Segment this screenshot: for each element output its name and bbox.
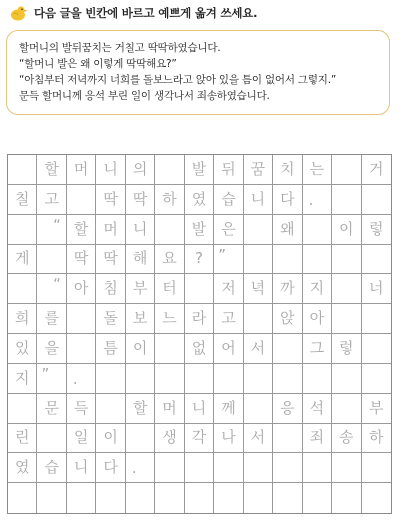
empty-writing-cell[interactable]: [67, 483, 96, 513]
trace-char-cell[interactable]: 머: [155, 394, 184, 424]
trace-char-cell[interactable]: 아: [303, 304, 332, 334]
trace-char-cell[interactable]: 할: [37, 155, 66, 185]
trace-char-cell[interactable]: 이: [96, 424, 125, 454]
trace-char-cell[interactable]: 틈: [96, 334, 125, 364]
trace-char-cell[interactable]: 그: [303, 334, 332, 364]
trace-char-cell[interactable]: 렇: [332, 334, 361, 364]
empty-writing-cell[interactable]: [126, 424, 155, 454]
trace-char-cell[interactable]: 너: [362, 274, 391, 304]
trace-char-cell[interactable]: .: [303, 185, 332, 215]
empty-writing-cell[interactable]: [96, 483, 125, 513]
trace-char-cell[interactable]: 지: [8, 364, 37, 394]
passage-line: 문득 할머니께 응석 부린 일이 생각나서 죄송하였습니다.: [19, 90, 270, 102]
trace-char-cell[interactable]: 까: [273, 274, 302, 304]
trace-char-cell[interactable]: 저: [214, 274, 243, 304]
trace-char-cell[interactable]: 발: [185, 215, 214, 245]
empty-writing-cell[interactable]: [37, 483, 66, 513]
empty-writing-cell[interactable]: [273, 364, 302, 394]
instruction-header: [8, 4, 257, 22]
empty-writing-cell[interactable]: [273, 424, 302, 454]
empty-writing-cell[interactable]: [362, 185, 391, 215]
empty-writing-cell[interactable]: [37, 245, 66, 275]
trace-char-cell[interactable]: ?: [185, 245, 214, 275]
empty-writing-cell[interactable]: [37, 424, 66, 454]
trace-char-cell[interactable]: 고: [37, 185, 66, 215]
passage-box: [6, 30, 390, 115]
trace-char-cell[interactable]: 해: [126, 245, 155, 275]
empty-writing-cell[interactable]: [155, 453, 184, 483]
trace-char-cell[interactable]: 녁: [244, 274, 273, 304]
trace-char-cell[interactable]: ”: [214, 245, 243, 275]
empty-writing-cell[interactable]: [362, 245, 391, 275]
trace-char-cell[interactable]: 였: [185, 185, 214, 215]
empty-writing-cell[interactable]: [362, 304, 391, 334]
trace-char-cell[interactable]: 돌: [96, 304, 125, 334]
empty-writing-cell[interactable]: [96, 394, 125, 424]
empty-writing-cell[interactable]: [8, 274, 37, 304]
empty-writing-cell[interactable]: [362, 453, 391, 483]
empty-writing-cell[interactable]: [303, 215, 332, 245]
empty-writing-cell[interactable]: [362, 364, 391, 394]
empty-writing-cell[interactable]: [273, 245, 302, 275]
empty-writing-cell[interactable]: [303, 245, 332, 275]
empty-writing-cell[interactable]: [332, 483, 361, 513]
empty-writing-cell[interactable]: [8, 394, 37, 424]
empty-writing-cell[interactable]: [67, 334, 96, 364]
passage-line: “아침부터 저녁까지 너희를 돌보느라고 앉아 있을 틈이 없어서 그렇지.”: [19, 74, 337, 86]
trace-char-cell[interactable]: 부: [126, 274, 155, 304]
trace-char-cell[interactable]: 보: [126, 304, 155, 334]
trace-char-cell[interactable]: 께: [214, 394, 243, 424]
trace-char-cell[interactable]: 니: [126, 215, 155, 245]
chick-icon: [8, 5, 28, 21]
empty-writing-cell[interactable]: [332, 304, 361, 334]
empty-writing-cell[interactable]: [244, 364, 273, 394]
trace-char-cell[interactable]: 딱: [96, 185, 125, 215]
trace-char-cell[interactable]: 어: [214, 334, 243, 364]
trace-char-cell[interactable]: 니: [96, 155, 125, 185]
trace-char-cell[interactable]: 왜: [273, 215, 302, 245]
empty-writing-cell[interactable]: [244, 483, 273, 513]
trace-char-cell[interactable]: 렇: [362, 215, 391, 245]
trace-char-cell[interactable]: ”: [37, 364, 66, 394]
trace-char-cell[interactable]: 는: [303, 155, 332, 185]
trace-char-cell[interactable]: 라: [185, 304, 214, 334]
empty-writing-cell[interactable]: [155, 364, 184, 394]
trace-char-cell[interactable]: 치: [273, 155, 302, 185]
empty-writing-cell[interactable]: [244, 394, 273, 424]
empty-writing-cell[interactable]: [185, 274, 214, 304]
empty-writing-cell[interactable]: [273, 453, 302, 483]
trace-char-cell[interactable]: 를: [37, 304, 66, 334]
empty-writing-cell[interactable]: [214, 453, 243, 483]
trace-char-cell[interactable]: 이: [126, 334, 155, 364]
trace-char-cell[interactable]: 있: [8, 334, 37, 364]
trace-char-cell[interactable]: 다: [273, 185, 302, 215]
trace-char-cell[interactable]: 꿈: [244, 155, 273, 185]
trace-char-cell[interactable]: 딱: [126, 185, 155, 215]
trace-char-cell[interactable]: 죄: [303, 424, 332, 454]
trace-char-cell[interactable]: 서: [244, 334, 273, 364]
trace-char-cell[interactable]: “: [37, 215, 66, 245]
trace-char-cell[interactable]: 머: [67, 155, 96, 185]
trace-char-cell[interactable]: 득: [67, 394, 96, 424]
trace-char-cell[interactable]: 을: [37, 334, 66, 364]
empty-writing-cell[interactable]: [96, 364, 125, 394]
empty-writing-cell[interactable]: [332, 453, 361, 483]
empty-writing-cell[interactable]: [303, 453, 332, 483]
trace-char-cell[interactable]: .: [67, 364, 96, 394]
writing-grid: [7, 154, 392, 514]
trace-char-cell[interactable]: 송: [332, 424, 361, 454]
empty-writing-cell[interactable]: [126, 483, 155, 513]
empty-writing-cell[interactable]: [244, 453, 273, 483]
empty-writing-cell[interactable]: [155, 483, 184, 513]
empty-writing-cell[interactable]: [8, 215, 37, 245]
empty-writing-cell[interactable]: [303, 483, 332, 513]
empty-writing-cell[interactable]: [67, 185, 96, 215]
trace-char-cell[interactable]: 서: [244, 424, 273, 454]
trace-char-cell[interactable]: 린: [8, 424, 37, 454]
trace-char-cell[interactable]: 아: [67, 274, 96, 304]
trace-char-cell[interactable]: 니: [67, 453, 96, 483]
empty-writing-cell[interactable]: [185, 453, 214, 483]
trace-char-cell[interactable]: 발: [185, 155, 214, 185]
trace-char-cell[interactable]: 의: [126, 155, 155, 185]
trace-char-cell[interactable]: 딱: [96, 245, 125, 275]
empty-writing-cell[interactable]: [155, 155, 184, 185]
trace-char-cell[interactable]: 없: [185, 334, 214, 364]
trace-char-cell[interactable]: 일: [67, 424, 96, 454]
empty-writing-cell[interactable]: [185, 364, 214, 394]
trace-char-cell[interactable]: 하: [362, 424, 391, 454]
empty-writing-cell[interactable]: [244, 215, 273, 245]
empty-writing-cell[interactable]: [214, 483, 243, 513]
trace-char-cell[interactable]: .: [126, 453, 155, 483]
empty-writing-cell[interactable]: [67, 304, 96, 334]
trace-char-cell[interactable]: 였: [8, 453, 37, 483]
trace-char-cell[interactable]: 앉: [273, 304, 302, 334]
trace-char-cell[interactable]: 할: [67, 215, 96, 245]
trace-char-cell[interactable]: 습: [37, 453, 66, 483]
passage-line: 할머니의 발뒤꿈치는 거칠고 딱딱하였습니다.: [19, 42, 221, 54]
trace-char-cell[interactable]: 다: [96, 453, 125, 483]
trace-char-cell[interactable]: 할: [126, 394, 155, 424]
passage-line: “할머니 발은 왜 이렇게 딱딱해요?”: [19, 58, 177, 70]
empty-writing-cell[interactable]: [332, 155, 361, 185]
empty-writing-cell[interactable]: [8, 155, 37, 185]
empty-writing-cell[interactable]: [332, 274, 361, 304]
empty-writing-cell[interactable]: [332, 245, 361, 275]
trace-char-cell[interactable]: 희: [8, 304, 37, 334]
empty-writing-cell[interactable]: [185, 483, 214, 513]
trace-char-cell[interactable]: 은: [214, 215, 243, 245]
trace-char-cell[interactable]: 거: [362, 155, 391, 185]
empty-writing-cell[interactable]: [303, 364, 332, 394]
empty-writing-cell[interactable]: [8, 483, 37, 513]
trace-char-cell[interactable]: 생: [155, 424, 184, 454]
empty-writing-cell[interactable]: [362, 334, 391, 364]
empty-writing-cell[interactable]: [332, 364, 361, 394]
trace-char-cell[interactable]: 칠: [8, 185, 37, 215]
trace-char-cell[interactable]: 부: [362, 394, 391, 424]
empty-writing-cell[interactable]: [155, 334, 184, 364]
trace-char-cell[interactable]: 딱: [67, 245, 96, 275]
empty-writing-cell[interactable]: [362, 483, 391, 513]
empty-writing-cell[interactable]: [126, 364, 155, 394]
empty-writing-cell[interactable]: [214, 364, 243, 394]
trace-char-cell[interactable]: 침: [96, 274, 125, 304]
empty-writing-cell[interactable]: [332, 185, 361, 215]
trace-char-cell[interactable]: 습: [214, 185, 243, 215]
empty-writing-cell[interactable]: [244, 304, 273, 334]
trace-char-cell[interactable]: 뒤: [214, 155, 243, 185]
empty-writing-cell[interactable]: [332, 394, 361, 424]
trace-char-cell[interactable]: 게: [8, 245, 37, 275]
trace-char-cell[interactable]: 고: [214, 304, 243, 334]
trace-char-cell[interactable]: 머: [96, 215, 125, 245]
trace-char-cell[interactable]: “: [37, 274, 66, 304]
trace-char-cell[interactable]: 문: [37, 394, 66, 424]
trace-char-cell[interactable]: 요: [155, 245, 184, 275]
empty-writing-cell[interactable]: [155, 215, 184, 245]
trace-char-cell[interactable]: 석: [303, 394, 332, 424]
trace-char-cell[interactable]: 응: [273, 394, 302, 424]
trace-char-cell[interactable]: 이: [332, 215, 361, 245]
empty-writing-cell[interactable]: [273, 334, 302, 364]
trace-char-cell[interactable]: 하: [155, 185, 184, 215]
trace-char-cell[interactable]: 각: [185, 424, 214, 454]
trace-char-cell[interactable]: 지: [303, 274, 332, 304]
trace-char-cell[interactable]: 니: [244, 185, 273, 215]
trace-char-cell[interactable]: 니: [185, 394, 214, 424]
empty-writing-cell[interactable]: [273, 483, 302, 513]
trace-char-cell[interactable]: 나: [214, 424, 243, 454]
empty-writing-cell[interactable]: [244, 245, 273, 275]
trace-char-cell[interactable]: 느: [155, 304, 184, 334]
instruction-text: 다음 글을 빈칸에 바르고 예쁘게 옮겨 쓰세요.: [34, 6, 258, 20]
trace-char-cell[interactable]: 터: [155, 274, 184, 304]
